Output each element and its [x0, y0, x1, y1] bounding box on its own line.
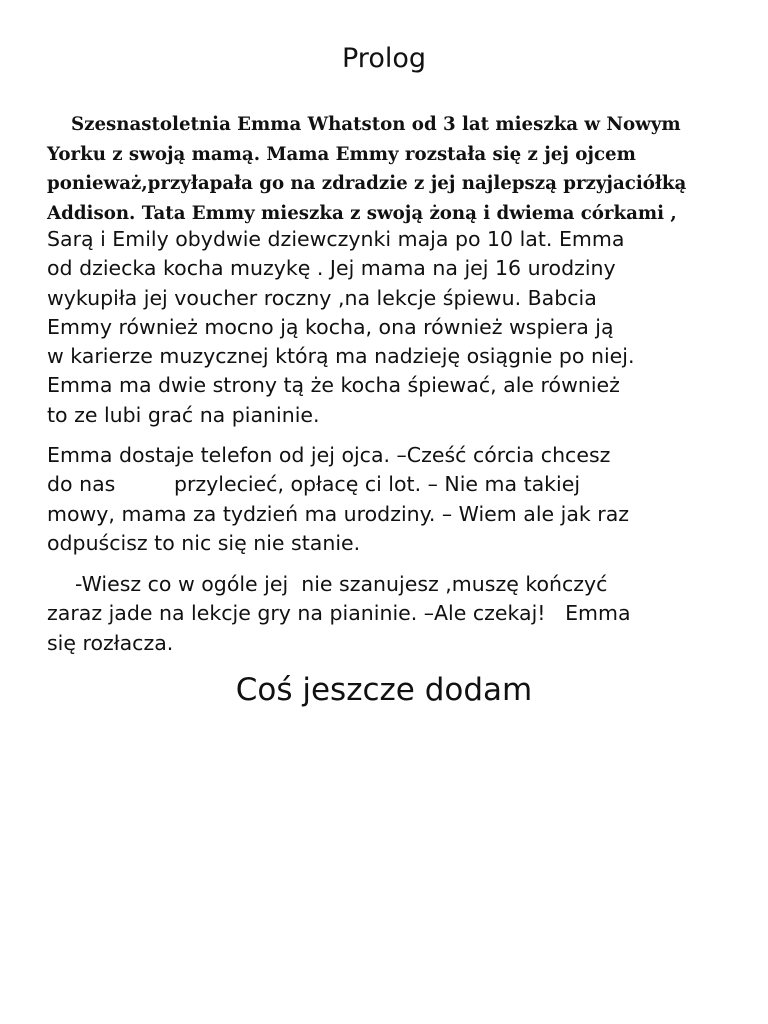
- bold-intro-line: Yorku z swoją mamą. Mama Emmy rozstała się z jej ojcem: [47, 143, 636, 165]
- paragraph-line: mowy, mama za tydzień ma urodziny. – Wiem ale jak raz: [47, 501, 630, 526]
- paragraph-line: odpuścisz to nic się nie stanie.: [47, 530, 361, 555]
- bold-intro-line: Szesnastoletnia Emma Whatston od 3 lat mieszka w Nowym: [71, 114, 681, 135]
- paragraph-line: Emma ma dwie strony tą że kocha śpiewać, ale również: [47, 373, 620, 398]
- paragraph-line: Emma dostaje telefon od jej ojca. –Cześć córcia chcesz: [47, 443, 611, 467]
- bold-intro-line: ponieważ,przyłapała go na zdradzie z jej najlepszą przyjaciółką: [47, 173, 687, 194]
- paragraph-line: to ze lubi grać na pianinie.: [47, 402, 320, 427]
- paragraph-2: [47, 441, 737, 558]
- closing-line: Coś jeszcze dodam: [235, 672, 533, 708]
- paragraph-line: do nas przylecieć, opłacę ci lot. – Nie ma takiej: [47, 472, 581, 497]
- paragraph-line: wykupiła jej voucher roczny ,na lekcje śpiewu. Babcia: [47, 285, 597, 310]
- paragraph-line: się rozłacza.: [47, 630, 174, 655]
- paragraph-line: od dziecka kocha muzykę . Jej mama na jej 16 urodziny: [47, 256, 616, 281]
- paragraph-line: w karierze muzycznej którą ma nadzieję osiągnie po niej.: [47, 344, 635, 369]
- paragraph-1: [47, 225, 737, 430]
- bold-intro-line: Addison. Tata Emmy mieszka z swoją żoną i dwiema córkami ,: [47, 202, 677, 224]
- paragraph-line: Sarą i Emily obydwie dziewczynki maja po 10 lat. Emma: [47, 227, 625, 251]
- paragraph-line: zaraz jade na lekcje gry na pianinie. –Ale czekaj! Emma: [47, 601, 631, 626]
- paragraph-line: -Wiesz co w ogóle jej nie szanujesz ,muszę kończyć: [75, 572, 608, 596]
- bold-intro-paragraph: [47, 110, 737, 228]
- paragraph-3: [47, 570, 737, 658]
- chapter-title: Prolog: [342, 43, 426, 74]
- paragraph-line: Emmy również mocno ją kocha, ona również wspiera ją: [47, 314, 614, 339]
